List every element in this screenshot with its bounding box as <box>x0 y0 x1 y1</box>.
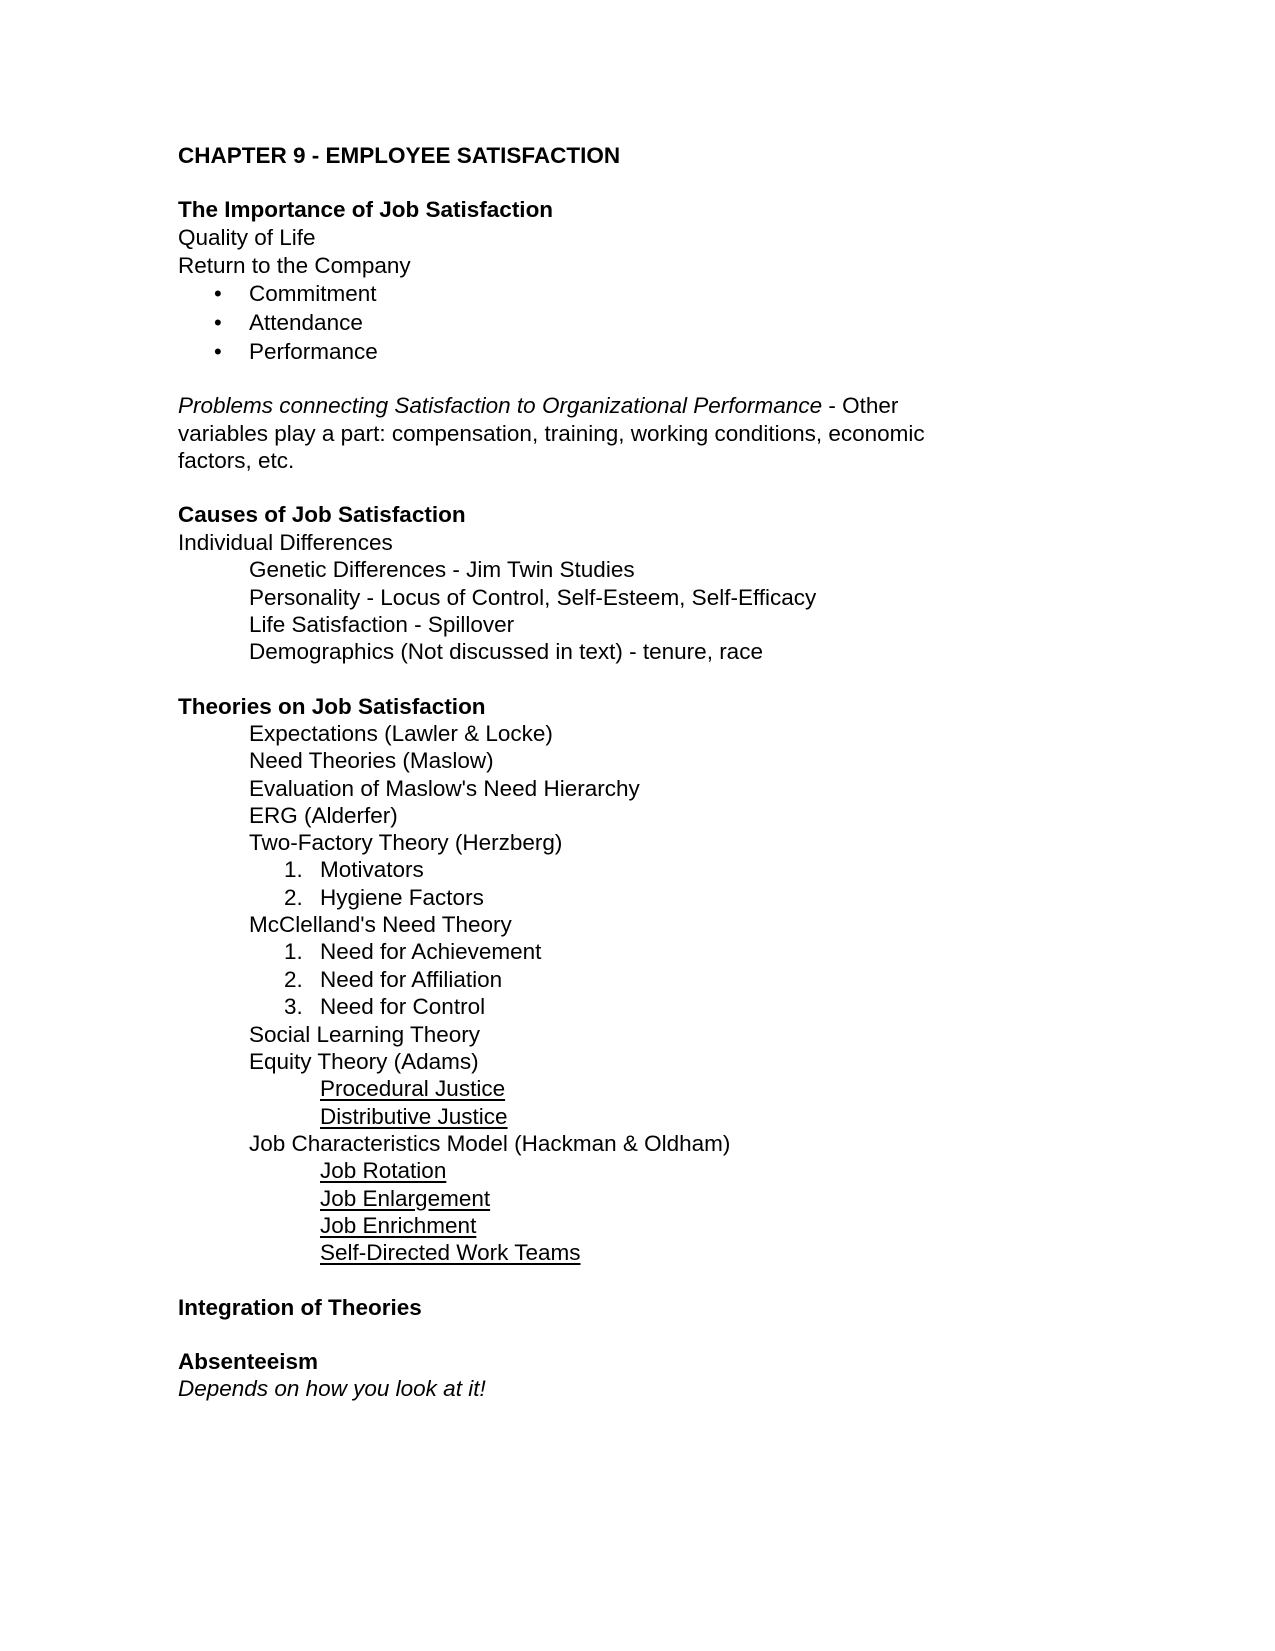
quality-of-life: Quality of Life <box>178 225 316 250</box>
job-char-subitem: Self-Directed Work Teams <box>320 1240 581 1265</box>
theory-item: ERG (Alderfer) <box>249 803 398 828</box>
theory-item: Need Theories (Maslow) <box>249 748 494 773</box>
job-char-subitem: Job Rotation <box>320 1158 447 1183</box>
theory-item: Evaluation of Maslow's Need Hierarchy <box>249 776 640 801</box>
theories-heading: Theories on Job Satisfaction <box>178 694 486 719</box>
problems-italic: Problems connecting Satisfaction to Organizational Performance <box>178 393 823 418</box>
causes-item: Demographics (Not discussed in text) - tenure, race <box>249 639 763 664</box>
mcclelland-item: Need for Achievement <box>320 939 542 964</box>
individual-differences: Individual Differences <box>178 530 393 555</box>
problems-line-3: factors, etc. <box>178 448 295 473</box>
mcclelland-item: Need for Affiliation <box>320 967 503 992</box>
bullet-icon: • <box>214 339 222 364</box>
theory-item: McClelland's Need Theory <box>249 912 512 937</box>
problems-line-2: variables play a part: compensation, training, working conditions, economic <box>178 421 925 446</box>
importance-heading: The Importance of Job Satisfaction <box>178 197 554 222</box>
herzberg-item: Motivators <box>320 857 424 882</box>
integration-heading: Integration of Theories <box>178 1295 422 1320</box>
problems-rest: - Other <box>822 393 899 418</box>
absenteeism-note: Depends on how you look at it! <box>178 1376 486 1401</box>
equity-subitem: Distributive Justice <box>320 1104 508 1129</box>
causes-item: Genetic Differences - Jim Twin Studies <box>249 557 635 582</box>
bullet-item: Commitment <box>249 281 377 306</box>
causes-item: Personality - Locus of Control, Self-Esteem, Self-Efficacy <box>249 585 817 610</box>
list-number: 3. <box>284 994 303 1019</box>
job-char-subitem: Job Enlargement <box>320 1186 491 1211</box>
list-number: 2. <box>284 967 303 992</box>
herzberg-item: Hygiene Factors <box>320 885 484 910</box>
theory-item: Equity Theory (Adams) <box>249 1049 479 1074</box>
list-number: 1. <box>284 857 303 882</box>
bullet-icon: • <box>214 310 222 335</box>
theory-item: Two-Factory Theory (Herzberg) <box>249 830 563 855</box>
chapter-title: CHAPTER 9 - EMPLOYEE SATISFACTION <box>178 143 621 168</box>
absenteeism-heading: Absenteeism <box>178 1349 319 1374</box>
problems-line-1 <box>178 392 898 420</box>
mcclelland-item: Need for Control <box>320 994 486 1019</box>
bullet-icon: • <box>214 281 222 306</box>
equity-subitem: Procedural Justice <box>320 1076 506 1101</box>
bullet-item: Attendance <box>249 310 363 335</box>
theory-item: Expectations (Lawler & Locke) <box>249 721 553 746</box>
bullet-item: Performance <box>249 339 378 364</box>
theory-item: Social Learning Theory <box>249 1022 480 1047</box>
causes-heading: Causes of Job Satisfaction <box>178 502 466 527</box>
theory-item: Job Characteristics Model (Hackman & Oldham) <box>249 1131 731 1156</box>
job-char-subitem: Job Enrichment <box>320 1213 477 1238</box>
list-number: 1. <box>284 939 303 964</box>
return-to-company: Return to the Company <box>178 253 411 278</box>
list-number: 2. <box>284 885 303 910</box>
causes-item: Life Satisfaction - Spillover <box>249 612 515 637</box>
